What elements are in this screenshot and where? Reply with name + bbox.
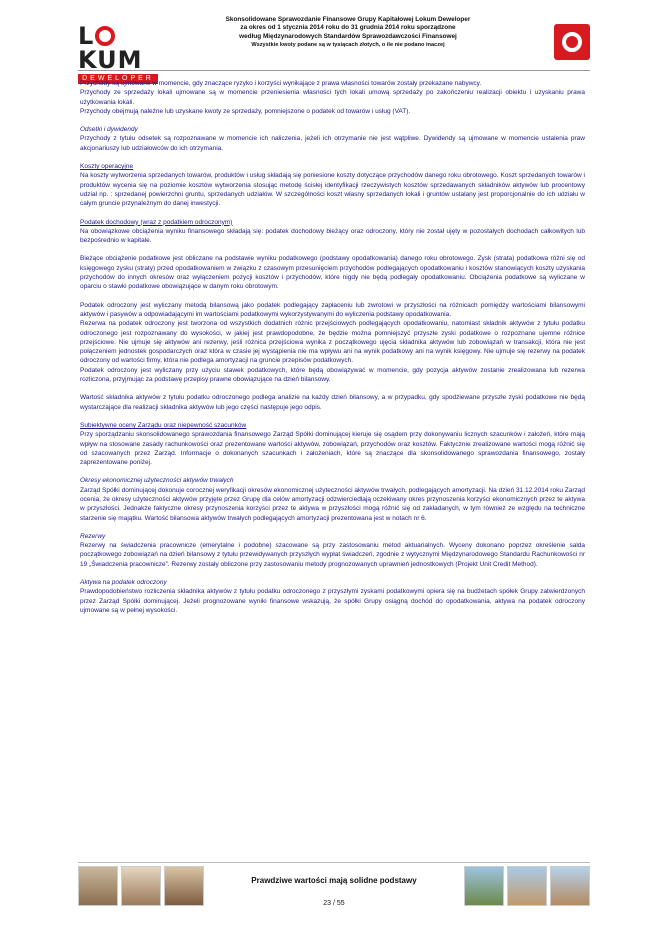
page-number: 23 / 55: [323, 900, 345, 907]
paragraph: Przychody z tytułu odsetek są rozpoznawane w momencie ich naliczenia, jeżeli ich otrzymanie nie jest wątpliwe. Dywidendy są ujmowane w momencie ustalenia praw akcjonariuszy lub udziałowców do ich otrzymania.: [80, 135, 585, 152]
paragraph: Podatek odroczony jest wyliczany przy użyciu stawek podatkowych, które będą obowiązywać w momencie, gdy pozycja aktywów zostanie zrealizowana lub rezerwa rozliczona, przyjmując za podstawę przepisy prawne obowiązujące na dzień bilansowy.: [80, 366, 585, 384]
paragraph: Na koszty wytworzenia sprzedanych towarów, produktów i usług składają się poniesione koszty dotyczące przychodów danego roku obrotowego. Koszt sprzedanych towarów i produktów wycenia się na poziomie kosztów wytworzenia stosując metodę ścisłej identyfikacji rzeczywistych kosztów sprzedawanych składników aktywów lub procentowy udział np. : sprzedanej powierzchni gruntu, sprzedanych udziałów. W szczególności koszt własny sprzedanych lokali i gruntów ustalany jest proporcjonalnie do ich udziału w całym gruncie przynależnym do danej inwestycji.: [80, 172, 585, 208]
paragraph: Przychody ze sprzedaży lokali ujmowane są w momencie przeniesienia własności tych lokali umową sprzedaży po zakończeniu realizacji obiektu i uzyskaniu prawa użytkowania lokali.: [80, 89, 585, 106]
paragraph: Przy sporządzaniu skonsolidowanego sprawozdania finansowego Zarząd Spółki dominującej kieruje się osądem przy dokonywaniu licznych szacunków i założeń, które mają wpływ na stosowane zasady rachunkowości oraz prezentowane wartości aktywów, zobowiązań, przychodów oraz kosztów. Faktycznie zrealizowane wartości mogą różnić się od szacowanych przez Zarząd. Informacje o dokonanych szacunkach i założeniach, które są znaczące dla skonsolidowanego sprawozdania finansowego, zostały zaprezentowane poniżej.: [80, 431, 585, 467]
footer-photos-left: [78, 866, 204, 906]
brand-badge-icon: [554, 24, 590, 60]
section-heading: Podatek dochodowy (wraz z podatkiem odroczonym): [80, 218, 233, 226]
paragraph-gap: [80, 116, 585, 125]
paragraph-gap: [80, 245, 585, 254]
paragraph: Na obowiązkowe obciążenia wyniku finansowego składają się: podatek dochodowy bieżący oraz odroczony, który nie został ujęty w pozostałych dochodach całkowitych lub bezpośrednio w kapitale.: [80, 227, 585, 245]
report-title: [198, 16, 498, 49]
logo-wordmark: LKUM: [78, 22, 143, 74]
paragraph-gap: [80, 467, 585, 476]
document-body: [80, 79, 585, 615]
photo-estate-icon: [507, 866, 547, 906]
photo-interior-icon: [121, 866, 161, 906]
paragraph: Przychody obejmują należne lub uzyskane kwoty ze sprzedaży, pomniejszone o podatek od towarów i usług (VAT).: [80, 107, 411, 115]
report-title-line-3: według Międzynarodowych Standardów Sprawozdawczości Finansowej: [239, 32, 457, 40]
section-heading: Okresy ekonomicznej użyteczności aktywów trwałych: [80, 477, 234, 485]
paragraph: Bieżące obciążenie podatkowe jest obliczane na podstawie wyniku podatkowego (podstawy opodatkowania) danego roku obrotowego. Zysk (strata) podatkowa różni się od księgowego zysku (straty) przed opodatkowaniem w związku z czasowym przesunięciem przychodów podlegających opodatkowaniu i kosztów stanowiących koszty uzyskania przychodów do innych okresów oraz wyłączeniem pozycji kosztów i przychodów, które nigdy nie będą podlegały opodatkowaniu. Obciążenia podatkowe są wyliczane w oparciu o stawki podatkowe obowiązujące w danym roku obrotowym.: [80, 255, 585, 291]
paragraph: Prawdopodobieństwo rozliczenia składnika aktywów z tytułu podatku odroczonego z przyszłymi zyskami podatkowymi opiera się na budżetach spółek Grupy zatwierdzonych przez Zarząd Spółki dominującej. Jeżeli prognozowane wyniki finansowe wskazują, że spółki Grupy osiągną dochód do opodatkowania, aktywa na podatek odroczony ujmowane są w pełnej wysokości.: [80, 588, 585, 614]
page-header: [78, 16, 590, 82]
section-heading: Odsetki i dywidendy: [80, 126, 138, 134]
footer-photos-right: [464, 866, 590, 906]
photo-estate-icon: [464, 866, 504, 906]
header-divider: [78, 70, 590, 71]
section-heading: Aktywa na podatek odroczony: [80, 579, 167, 587]
report-title-line-2: za okres od 1 stycznia 2014 roku do 31 grudnia 2014 roku sporządzone: [240, 24, 456, 32]
report-title-line-1: Skonsolidowane Sprawozdanie Finansowe Grupy Kapitałowej Lokum Deweloper: [225, 16, 471, 23]
paragraph-gap: [80, 569, 585, 578]
photo-interior-icon: [164, 866, 204, 906]
report-title-note: Wszystkie kwoty podane są w tysiącach złotych, o ile nie podano inaczej: [251, 41, 445, 48]
logo-o-ring-icon: [95, 26, 115, 46]
paragraph-gap: [80, 412, 585, 421]
paragraph: Zarząd Spółki dominującej dokonuje corocznej weryfikacji okresów ekonomicznej użyteczności aktywów trwałych, podlegających amortyzacji. Na dzień 31.12.2014 roku Zarząd ocenia, że okresy użyteczności aktywów przyjęte przez Grupę dla celów amortyzacji odzwierciedlają oczekiwany okres przynoszenia korzyści ekonomicznych przez te aktywa w przyszłości. Jednakże faktyczne okresy przynoszenia korzyści przez te aktywa w przyszłości mogą różnić się od zakładanych, w tym również ze względu na techniczne starzenie się majątku. Wartość bilansowa aktywów trwałych podlegających amortyzacji prezentowana jest w notach nr 6.: [80, 486, 585, 522]
paragraph: Przychody są ujmowane w momencie, gdy znaczące ryzyko i korzyści wynikające z prawa własności towarów zostały przekazane nabywcy.: [80, 80, 482, 87]
section-heading: Rezerwy: [80, 532, 106, 540]
paragraph: Podatek odroczony jest wyliczany metodą bilansową jako podatek podlegający zapłaceniu lub zwrotowi w przyszłości na różnicach pomiędzy wartościami bilansowymi aktywów i pasywów a odpowiadającymi im wartościami podatkowymi wykorzystywanymi do wyliczenia podstawy opodatkowania.: [80, 301, 585, 318]
footer-divider: [78, 862, 590, 863]
lokum-logo: [78, 22, 158, 82]
photo-building-icon: [550, 866, 590, 906]
photo-building-icon: [78, 866, 118, 906]
paragraph: Rezerwy na świadczenia pracownicze (emerytalne i podobne) szacowane są przy zastosowaniu metod aktuarialnych. Wyceny dokonano poprzez określenie salda początkowego zobowiązań na dzień bilansowy z tytułu przewidywanych przyszłych wypłat świadczeń, zgodnie z wytycznymi Międzynarodowego Standardu Rachunkowości nr 19 „Świadczenia pracownicze”. Rezerwy zostały obliczone przy zastosowaniu metody prognozowanych uprawnień jednostkowych (Projekt Unit Credit Method).: [80, 542, 585, 568]
paragraph-gap: [80, 292, 585, 301]
section-heading: Subiektywne oceny Zarządu oraz niepewność szacunków: [80, 421, 247, 429]
footer-slogan: Prawdziwe wartości mają solidne podstawy: [251, 876, 417, 885]
logo-subtitle: DEWELOPER: [78, 74, 158, 84]
page-footer: [78, 866, 590, 912]
section-heading: Koszty operacyjne: [80, 163, 134, 171]
paragraph-gap: [80, 153, 585, 162]
paragraph-gap: [80, 523, 585, 532]
paragraph: Wartość składnika aktywów z tytułu podatku odroczonego podlega analizie na każdy dzień bilansowy, a w przypadku, gdy spodziewane przyszłe zyski podatkowe nie będą wystarczające dla realizacji składnika aktywów lub jego części następuje jego odpis.: [80, 394, 585, 411]
paragraph: Rezerwa na podatek odroczony jest tworzona od wszystkich dodatnich różnic przejściowych podlegających opodatkowaniu, natomiast składnik aktywów z tytułu podatku odroczonego jest rozpoznawany do wysokości, w jakiej jest prawdopodobne, że będzie można pomniejszyć przyszłe zyski podatkowe o rozpoznane ujemne różnice przejściowe. Nie ujmuje się aktywów ani rezerwy, jeśli różnica przejściowa wynika z początkowego ujęcia składnika aktywów lub zobowiązań w transakcji, która nie jest połączeniem jednostek gospodarczych oraz która w czasie jej wystąpienia nie ma wpływu ani na wynik podatkowy ani na wynik księgowy. Nie ujmuje się rezerwy na podatek odroczony od wartości firmy, która nie podlega amortyzacji na gruncie przepisów podatkowych.: [80, 320, 585, 365]
paragraph-gap: [80, 384, 585, 393]
paragraph-gap: [80, 209, 585, 218]
